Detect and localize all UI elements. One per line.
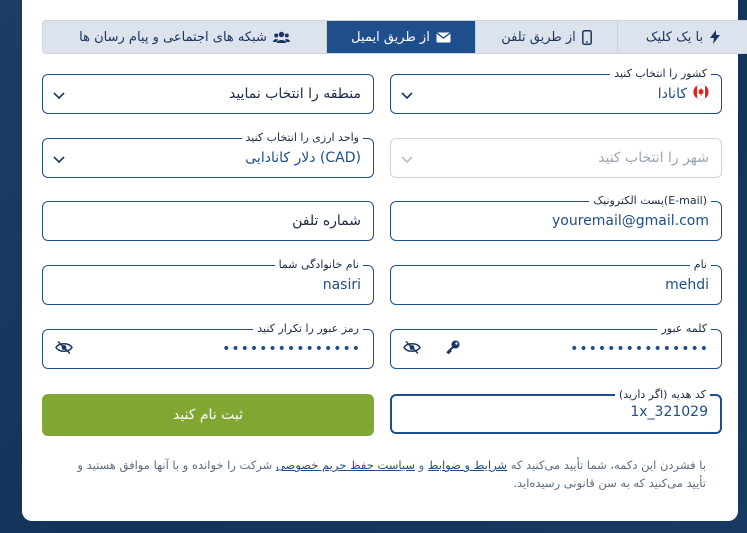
tab-phone-label: از طریق تلفن: [501, 29, 576, 45]
users-icon: [273, 31, 290, 44]
password-repeat-label: رمز عبور را تکرار کنید: [253, 322, 363, 336]
chevron-down-icon: [401, 85, 413, 104]
email-value: youremail@gmail.com: [551, 213, 709, 229]
tab-social[interactable]: [43, 21, 326, 53]
promo-code-label: کد هدیه (اگر دارید): [615, 388, 710, 402]
currency-value: دلار کانادایی (CAD): [245, 150, 361, 166]
currency-select[interactable]: [42, 131, 374, 178]
password-repeat-field[interactable]: [42, 322, 374, 369]
promo-code-value: 1x_321029: [630, 404, 708, 420]
tab-email-label: از طریق ایمیل: [351, 29, 430, 45]
chevron-down-icon: [401, 149, 413, 168]
last-name-field[interactable]: [42, 258, 374, 305]
canada-flag-icon: [693, 84, 709, 104]
terms-link[interactable]: شرایط و ضوابط: [427, 458, 508, 472]
email-label: پست الکترونیک(E-mail): [589, 194, 711, 208]
registration-tabs: [42, 20, 747, 54]
terms-notice: [58, 456, 706, 492]
promo-code-field[interactable]: [390, 388, 722, 434]
privacy-policy-link[interactable]: سیاست حفظ حریم خصوصی: [275, 458, 415, 472]
eye-slash-icon[interactable]: [55, 340, 73, 359]
chevron-down-icon: [53, 85, 65, 104]
country-label: کشور را انتخاب کنید: [610, 67, 711, 81]
tab-one-click-label: با یک کلیک: [645, 29, 704, 45]
country-value-text: کانادا: [657, 86, 687, 102]
password-label: کلمه عبور: [657, 322, 711, 336]
last-name-value: nasiri: [322, 277, 361, 293]
currency-label: واحد ارزی را انتخاب کنید: [242, 131, 363, 145]
lightning-icon: [709, 30, 721, 44]
tab-phone[interactable]: [475, 21, 617, 53]
city-select[interactable]: [390, 138, 722, 178]
first-name-field[interactable]: [390, 258, 722, 305]
password-repeat-value: •••••••••••••••: [222, 341, 361, 357]
tab-one-click[interactable]: [617, 21, 747, 53]
password-field[interactable]: [390, 322, 722, 369]
phone-icon: [582, 30, 592, 45]
eye-slash-icon[interactable]: [403, 340, 421, 359]
phone-field[interactable]: [42, 201, 374, 241]
envelope-icon: [436, 32, 451, 43]
phone-placeholder: شماره تلفن: [292, 213, 361, 229]
country-select[interactable]: [390, 67, 722, 114]
terms-text-3: شرکت را خوانده و با آنها موافق هستید و تأیید می‌کنید که به سن قانونی رسیده‌اید.: [77, 458, 706, 490]
terms-text-2: و: [415, 458, 428, 472]
key-icon[interactable]: [445, 339, 461, 359]
city-placeholder: شهر را انتخاب کنید: [598, 150, 709, 166]
tab-social-label: شبکه های اجتماعی و پیام رسان ها: [79, 29, 267, 45]
terms-text-1: با فشردن این دکمه، شما تأیید می‌کنید که: [507, 458, 706, 472]
register-button[interactable]: ثبت نام کنید: [42, 394, 374, 436]
region-select[interactable]: [42, 74, 374, 114]
password-value: •••••••••••••••: [570, 341, 709, 357]
first-name-value: mehdi: [665, 277, 709, 293]
tab-email[interactable]: [326, 21, 475, 53]
region-placeholder: منطقه را انتخاب نمایید: [228, 86, 361, 102]
email-field[interactable]: [390, 194, 722, 241]
country-value: [658, 75, 709, 113]
chevron-down-icon: [53, 149, 65, 168]
last-name-label: نام خانوادگی شما: [275, 258, 363, 272]
first-name-label: نام: [690, 258, 711, 272]
